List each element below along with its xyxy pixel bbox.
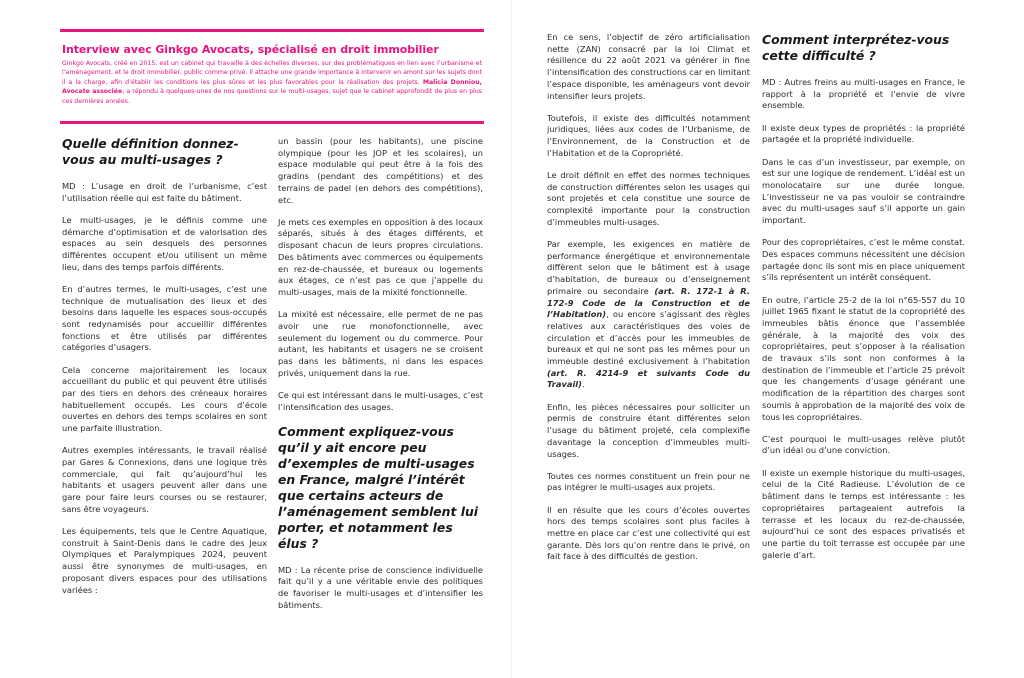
paragraph: Toutefois, il existe des difficultés notamment juridiques, liées aux codes de l’Urbanisme, de l’Environnement, de la Construction et de l’Habitation et de la Copropriété. <box>547 112 750 158</box>
text-run: , ou encore s’agissant des règles relatives aux caractéristiques des voies de circulation et d’accès pour les immeubles de bureaux et qui ne sont pas les mêmes pour un immeuble destiné exclusivement à l’habitation <box>547 309 750 367</box>
column-2 <box>278 136 483 612</box>
text-run: . <box>581 379 585 390</box>
intro-text-end: , a répondu à quelques-unes de nos questions sur le multi-usages, sujet que le cabinet approfondit de plus en plus ces dernières années. <box>62 88 482 105</box>
question-heading-3: Comment interprétez-vous cette difficulté ? <box>762 32 950 63</box>
paragraph: Ce qui est intéressant dans le multi-usages, c’est l’intensification des usages. <box>278 389 483 412</box>
intro-box <box>62 43 482 106</box>
paragraph: MD : La récente prise de conscience individuelle fait qu’il y a une véritable envie des politiques de favoriser le multi-usages et d’intensifier les bâtiments. <box>278 564 483 610</box>
column-3 <box>547 32 750 563</box>
question-heading-1: Quelle définition donnez-vous au multi-usages ? <box>62 136 239 167</box>
paragraph: Autres exemples intéressants, le travail réalisé par Gares & Connexions, dans une logique très commerciale, qui fait qu’aujourd’hui les habitants et usagers peuvent aller dans une gare pour faire leurs courses ou se restaurer, sans être voyageurs. <box>62 445 267 514</box>
paragraph: Le droit définit en effet des normes techniques de construction différentes selon les usages qui sont projetés et cela constitue une source de complexité importante pour la construction d’immeubles multi-usages. <box>547 170 750 227</box>
paragraph <box>547 239 750 391</box>
paragraph: Il existe un exemple historique du multi-usages, celui de la Cité Radieuse. L’évolution de ce bâtiment dans le temps est intéressante : les copropriétaires partageaient autrefois la terrasse et les locaux du rez-de-chaussée, aujourd’hui ce sont des espaces privatisés et une partie du toit terrasse est occupée par une galerie d’art. <box>762 467 965 560</box>
paragraph: La mixité est nécessaire, elle permet de ne pas avoir une rue monofonctionnelle, avec seulement du logement ou du commerce. Pour autant, les habitants et usagers ne se croisent pas dans les bâtiments, ni dans les espaces privés, uniquement dans la rue. <box>278 309 483 378</box>
intro-bottom-rule <box>60 121 484 124</box>
intro-author: Malicia Donniou, Avocate associée <box>62 78 483 96</box>
paragraph: MD : L’usage en droit de l’urbanisme, c’est l’utilisation réelle qui est faite du bâtiment. <box>62 181 267 203</box>
intro-text: Ginkgo Avocats, créé en 2015, est un cabinet qui travaille à des échelles diverses, sur des problématiques en lien avec l’urbanisme et l’aménagement, et le droit immobilier, public comme privé. Il attache une grande importance à intervenir en amont sur les sujets dont il a la charge, afin d’établir les conditions les plus sûres et les plus favorables pour la réalisation des projets. <box>62 60 482 86</box>
paragraph: En ce sens, l’objectif de zéro artificialisation nette (ZAN) consacré par la loi Climat et résilience du 22 août 2021 va générer in fine l’intensification des constructions car en limitant l’espace disponible, les aménageurs vont devoir intensifier leurs projets. <box>547 32 750 101</box>
paragraph: un bassin (pour les habitants), une piscine olympique (pour les JOP et les scolaires), un espace modulable qui peut être à la fois des gradins (pendant des compétitions) et des terrains de padel (en dehors des compétitions), etc. <box>278 136 483 205</box>
paragraph: Il en résulte que les cours d’écoles ouvertes hors des temps scolaires sont plus faciles à mettre en place car c’est une collectivité qui est garante. Dès lors qu’on rentre dans le privé, on fait face à des difficultés de gestion. <box>547 504 750 562</box>
legal-reference: (art. R. 4214-9 et suivants Code du Travail) <box>547 367 750 390</box>
paragraph: Cela concerne majoritairement les locaux accueillant du public et qui peuvent être utilisés par des tiers en dehors des créneaux horaires habituellement occupés. Les cours d’école ouvertes en dehors des temps scolaires en sont une parfaite illustration. <box>62 364 267 434</box>
column-1 <box>62 136 267 596</box>
paragraph: Pour des copropriétaires, c’est le même constat. Des espaces communs nécessitent une décision partagée donc ils sont mis en place uniquement s’ils représentent un intérêt conséquent. <box>762 237 965 283</box>
paragraph: Je mets ces exemples en opposition à des locaux séparés, situés à des étages différents, et disposant chacun de leurs propres circulations. Des bâtiments avec commerces ou équipements en rez-de-chaussée, et bureaux ou logements aux étages, ce n’est pas ce que j’appelle du multi-usages, mais de la mixité fonctionnelle. <box>278 216 483 297</box>
column-4 <box>762 32 965 561</box>
paragraph: En d’autres termes, le multi-usages, c’est une technique de mutualisation des lieux et des besoins dans laquelle les espaces sous-occupés sont redynamisés pour accueillir différentes fonctions et être utilisés par différentes catégories d’usagers. <box>62 283 267 353</box>
paragraph: En outre, l’article 25-2 de la loi n°65-557 du 10 juillet 1965 fixant le statut de la copropriété des immeubles bâtis énonce que l’assemblée générale, à la majorité des voix des copropriétaires, peut s’opposer à la réalisation de travaux s’ils sont non conformes à la destination de l’immeuble et l’article 25 prévoit que les changements d’usage générant une modification de la répartition des charges sont soumis à approbation de la majorité des voix de tous les copropriétaires. <box>762 294 965 422</box>
paragraph: C’est pourquoi le multi-usages relève plutôt d’un idéal ou d’une conviction. <box>762 433 965 456</box>
paragraph: Il existe deux types de propriétés : la propriété partagée et la propriété individuelle. <box>762 122 965 145</box>
intro-top-rule <box>60 29 484 32</box>
question-heading-2: Comment expliquez-vous qu’il y ait encore peu d’exemples de multi-usages en France, malgré l’intérêt que certains acteurs de l’aménagement semblent lui porter, et notamment les élus ? <box>278 423 479 551</box>
paragraph: Dans le cas d’un investisseur, par exemple, on est sur une logique de rendement. L’idéal est un monolocataire sur une durée longue. L’investisseur ne va pas vouloir se contraindre avec du multi-usages sauf s’il apporte un gain important. <box>762 156 965 226</box>
text-run: Par exemple, les exigences en matière de performance énergétique et environnementale diffèrent selon que le bâtiment est à usage d’habitation, de bureaux ou d’enseignement primaire ou secondaire <box>547 239 750 296</box>
paragraph: Toutes ces normes constituent un frein pour ne pas intégrer le multi-usages aux projets. <box>547 470 750 493</box>
paragraph: MD : Autres freins au multi-usages en France, le rapport à la propriété et l’envie de vivre ensemble. <box>762 77 965 111</box>
intro-title: Interview avec Ginkgo Avocats, spécialisé en droit immobilier <box>62 43 439 56</box>
paragraph: Les équipements, tels que le Centre Aquatique, construit à Saint-Denis dans le cadre des Jeux Olympiques et Paralympiques 2024, peuvent aussi être synonymes de multi-usages, en proposant divers espaces pour des utilisations variées : <box>62 526 267 595</box>
paragraph: Le multi-usages, je le définis comme une démarche d’optimisation et de valorisation des espaces au sein desquels des personnes différentes occupent et/ou utilisent un même lieu, dans des temps parfois différents. <box>62 214 267 272</box>
intro-body <box>62 59 482 106</box>
paragraph: Enfin, les pièces nécessaires pour solliciter un permis de construire étant différentes selon l’usage du bâtiment projeté, cela complexifie davantage la conception d’immeubles multi-usages. <box>547 401 750 459</box>
legal-reference: (art. R. 172-1 à R. 172-9 Code de la Construction et de l’Habitation) <box>547 285 750 320</box>
